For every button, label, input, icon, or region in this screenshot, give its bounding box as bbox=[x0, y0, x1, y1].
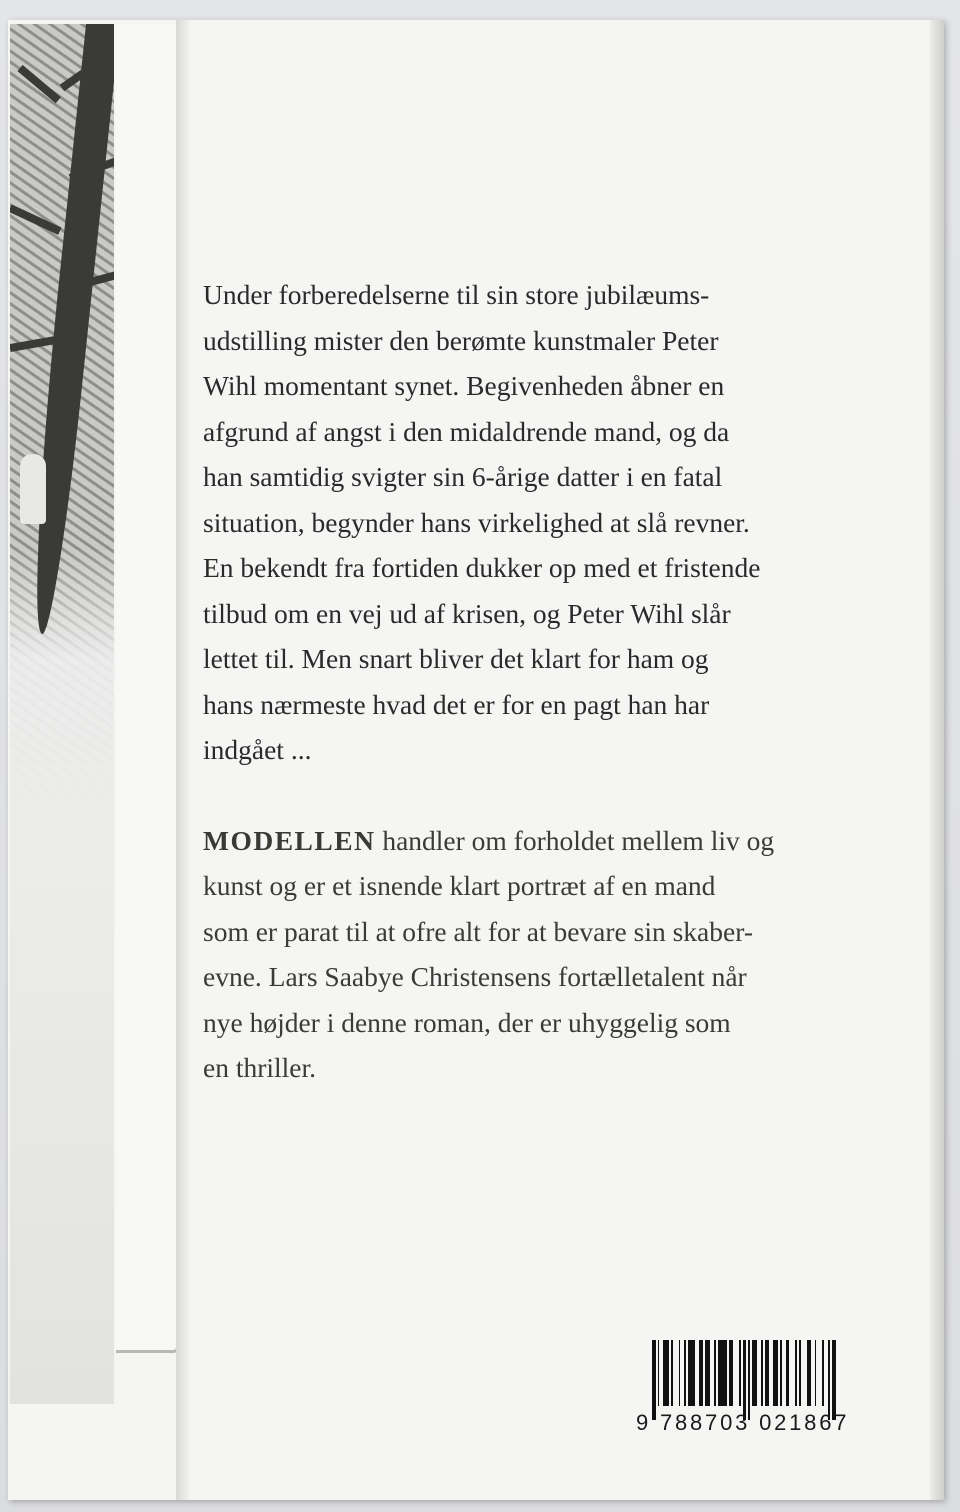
barcode-bar bbox=[807, 1340, 811, 1406]
barcode-bar bbox=[705, 1340, 710, 1406]
blurb-line: tilbud om en vej ud af krisen, og Peter Wihl slår bbox=[203, 597, 731, 629]
barcode-bar bbox=[729, 1340, 733, 1406]
barcode-bars bbox=[652, 1340, 838, 1420]
blurb-line: lettet til. Men snart bliver det klart for ham og bbox=[203, 643, 709, 674]
barcode-bar bbox=[679, 1340, 681, 1406]
tree-branch-graphic bbox=[10, 204, 62, 234]
blurb-line: hans nærmeste hvad det er for en pagt han har bbox=[203, 688, 710, 720]
blurb-line: som er parat til at ofre alt for at bevare sin skaber- bbox=[203, 915, 753, 947]
statue-figure bbox=[20, 454, 46, 524]
blurb-line: Wihl momentant synet. Begivenheden åbner en bbox=[203, 370, 725, 401]
barcode-bar bbox=[652, 1340, 656, 1420]
blurb-paragraph-2 bbox=[203, 818, 883, 1091]
barcode-bar bbox=[658, 1340, 660, 1406]
isbn-number: 9 788703 021867 bbox=[636, 1410, 850, 1435]
barcode-bar bbox=[795, 1340, 797, 1406]
blurb-line: afgrund af angst i den midaldrende mand, og da bbox=[203, 415, 730, 447]
barcode-bar bbox=[822, 1340, 824, 1406]
blurb-text bbox=[203, 272, 883, 1091]
blurb-line: Under forberedelserne til sin store jubilæums- bbox=[203, 279, 710, 310]
barcode-bar bbox=[699, 1340, 703, 1406]
barcode-bar bbox=[786, 1340, 790, 1406]
blurb-line: situation, begynder hans virkelighed at slå revner. bbox=[203, 506, 750, 538]
barcode-bar bbox=[684, 1340, 686, 1406]
blurb-line: udstilling mister den berømte kunstmaler Peter bbox=[203, 324, 719, 356]
blurb-line: indgået ... bbox=[203, 734, 312, 765]
fold-shadow bbox=[176, 20, 190, 1500]
barcode-bar bbox=[799, 1340, 801, 1406]
blurb-line: evne. Lars Saabye Christensens fortælletalent når bbox=[203, 961, 747, 992]
barcode-bar bbox=[743, 1340, 747, 1420]
barcode-bar bbox=[828, 1340, 830, 1420]
barcode-bar bbox=[761, 1340, 763, 1406]
barcode-bar bbox=[714, 1340, 716, 1406]
blurb-line: han samtidig svigter sin 6-årige datter i en fatal bbox=[203, 461, 723, 492]
isbn-barcode bbox=[636, 1340, 856, 1450]
barcode-bar bbox=[718, 1340, 727, 1406]
cover-photo-strip bbox=[10, 24, 114, 1404]
blurb-line: En bekendt fra fortiden dukker op med et fristende bbox=[203, 552, 761, 583]
barcode-bar bbox=[773, 1340, 778, 1406]
barcode-bar bbox=[671, 1340, 673, 1406]
barcode-bar bbox=[765, 1340, 769, 1406]
tree-trunk-graphic bbox=[22, 24, 114, 634]
blurb-line bbox=[203, 818, 883, 864]
barcode-bar bbox=[752, 1340, 757, 1406]
barcode-bar bbox=[815, 1340, 817, 1406]
barcode-bar bbox=[780, 1340, 782, 1406]
barcode-bar bbox=[748, 1340, 750, 1420]
blurb-line: en thriller. bbox=[203, 1052, 317, 1083]
cover-flap bbox=[116, 24, 179, 1353]
book-title: MODELLEN bbox=[203, 824, 376, 856]
blurb-paragraph-1 bbox=[203, 272, 883, 773]
blurb-line: kunst og er et isnende klart portræt af en mand bbox=[203, 870, 716, 901]
blurb-line-rest: handler om forholdet mellem liv og bbox=[375, 824, 775, 856]
barcode-bar bbox=[688, 1340, 695, 1406]
book-edge bbox=[930, 20, 944, 1500]
barcode-bar bbox=[832, 1340, 836, 1420]
barcode-bar bbox=[663, 1340, 668, 1406]
barcode-bar bbox=[739, 1340, 741, 1406]
tree-branch-graphic bbox=[17, 65, 60, 103]
blurb-line: nye højder i denne roman, der er uhyggelig som bbox=[203, 1006, 731, 1038]
